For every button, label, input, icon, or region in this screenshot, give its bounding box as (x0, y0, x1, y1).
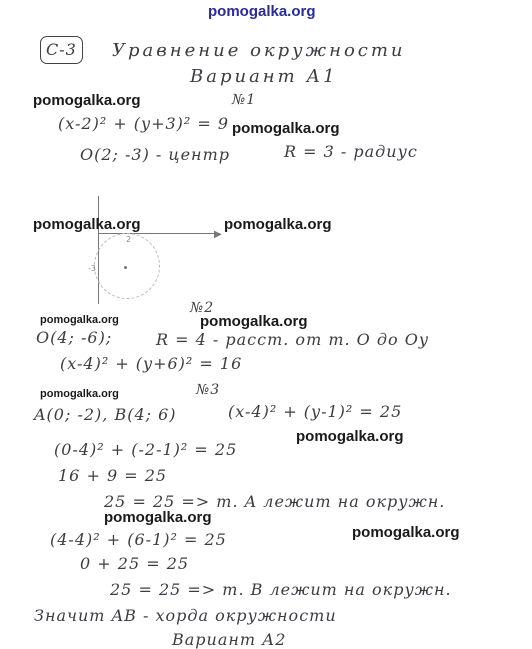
watermark-top[interactable]: pomogalka.org (208, 3, 316, 20)
watermark: pomogalka.org (296, 428, 404, 445)
problem3-lineA2: 16 + 9 = 25 (58, 466, 168, 485)
problem3-lineA1: (0-4)² + (-2-1)² = 25 (54, 440, 238, 459)
problem3-lineB3: 25 = 25 => т. B лежит на окружн. (110, 580, 452, 599)
task-number-box: C-3 (40, 36, 83, 64)
problem3-lineB1: (4-4)² + (6-1)² = 25 (50, 530, 227, 549)
variant-label: Вариант А1 (190, 66, 338, 87)
problem1-number: №1 (232, 92, 257, 108)
watermark: pomogalka.org (224, 216, 332, 233)
problem3-equation: (x-4)² + (y-1)² = 25 (228, 402, 403, 421)
problem2-radius: R = 4 - расст. от т. O до Oy (156, 330, 429, 349)
watermark: pomogalka.org (40, 314, 119, 326)
watermark: pomogalka.org (33, 216, 141, 233)
graph-label-minus3: -3 (88, 264, 96, 273)
arrow-icon: ▶ (214, 229, 222, 240)
worksheet-title: Уравнение окружности (112, 40, 406, 61)
problem2-equation: (x-4)² + (y+6)² = 16 (60, 354, 243, 373)
problem3-conclusion: Значит AB - хорда окружности (34, 606, 337, 625)
problem3-lineB2: 0 + 25 = 25 (80, 554, 190, 573)
watermark: pomogalka.org (40, 388, 119, 400)
watermark: pomogalka.org (352, 524, 460, 541)
graph-center-dot (124, 266, 127, 269)
problem3-lineA3: 25 = 25 => т. A лежит на окружн. (104, 492, 446, 511)
problem1-equation: (x-2)² + (y+3)² = 9 (58, 114, 230, 133)
graph-label-2: 2 (126, 235, 132, 244)
problem1-radius: R = 3 - радиус (284, 142, 418, 161)
watermark: pomogalka.org (232, 120, 340, 137)
watermark: pomogalka.org (200, 313, 308, 330)
next-variant-label: Вариант А2 (172, 630, 287, 649)
problem3-number: №3 (196, 382, 221, 398)
watermark: pomogalka.org (104, 509, 212, 526)
problem1-center: O(2; -3) - центр (80, 145, 231, 164)
problem2-number: №2 (190, 300, 215, 316)
problem2-point: O(4; -6); (36, 328, 113, 347)
watermark: pomogalka.org (33, 92, 141, 109)
problem3-points: A(0; -2), B(4; 6) (34, 405, 177, 424)
